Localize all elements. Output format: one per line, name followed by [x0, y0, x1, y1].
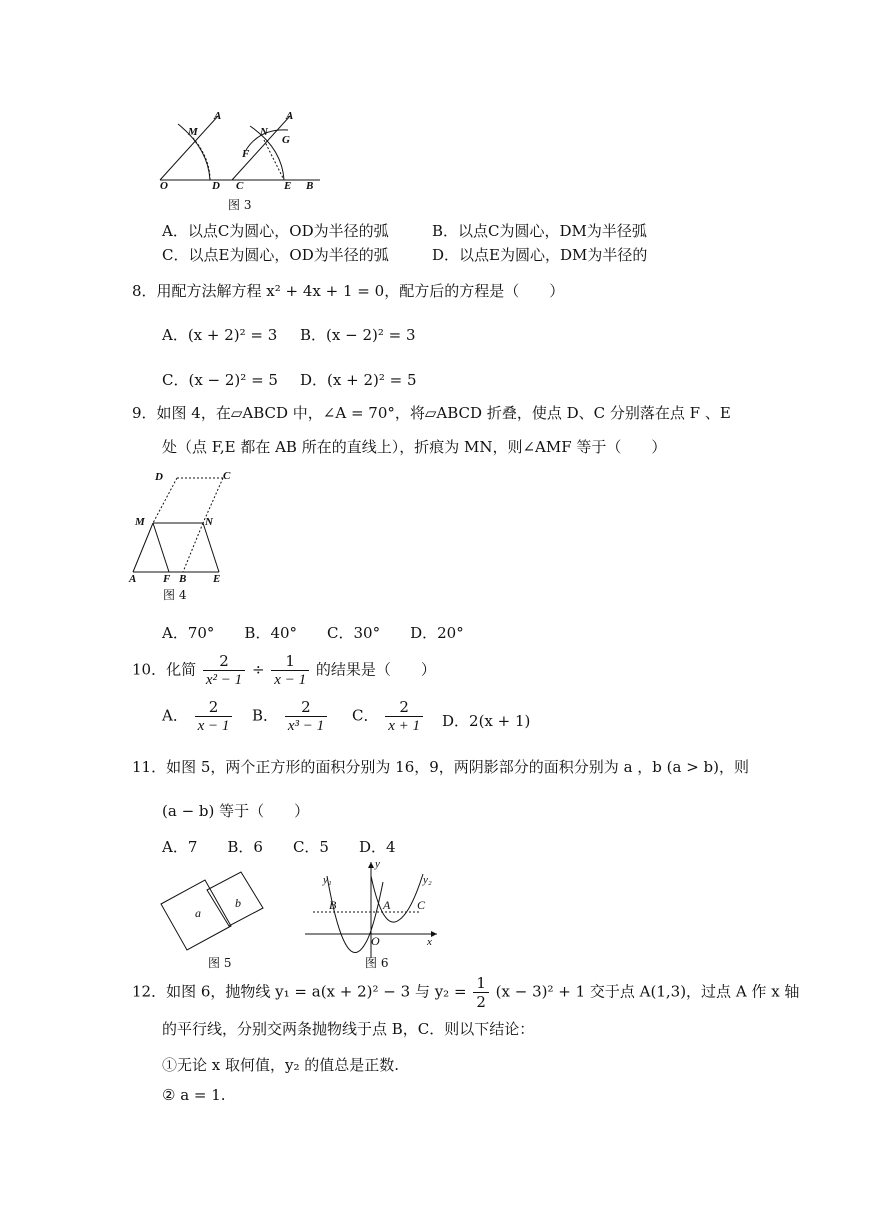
- fig6-label-y1: y₁: [323, 874, 332, 886]
- q10-fraction-1: [203, 652, 245, 689]
- q7-option-b: B．以点C为圆心，DM为半径弧: [432, 222, 647, 240]
- q10-opt-c-num: 2: [385, 698, 423, 717]
- fig3-label-c: C: [236, 180, 244, 192]
- q10-div: ÷: [251, 660, 265, 679]
- q10-option-a: [162, 698, 234, 735]
- fig4-label-n: N: [205, 516, 213, 528]
- fig3-label-a2: A: [286, 110, 294, 122]
- q12-stem-line2: 的平行线，分别交两条抛物线于点 B，C．则以下结论：: [162, 1020, 535, 1038]
- q10-opt-a-frac: [195, 698, 233, 735]
- q10-frac2-den: x − 1: [274, 672, 307, 688]
- q11-options: A．7 B．6 C．5 D．4: [162, 838, 396, 856]
- q8-option-a: A．(x + 2)² = 3: [162, 326, 278, 344]
- figure-5: [155, 868, 270, 970]
- fig4-label-d: D: [155, 471, 163, 483]
- q9-stem-line2: 处（点 F,E 都在 AB 所在的直线上），折痕为 MN，则∠AMF 等于（ ）: [162, 438, 667, 456]
- fig6-label-a: A: [383, 898, 391, 912]
- fig6-label-y: y: [375, 858, 380, 870]
- q10-opt-c-den: x + 1: [388, 718, 421, 734]
- fig3-label-f: F: [242, 148, 250, 160]
- q8-stem: 8．用配方法解方程 x² + 4x + 1 = 0，配方后的方程是（ ）: [132, 282, 565, 300]
- q10-opt-c-frac: [385, 698, 423, 735]
- fig4-label-f: F: [163, 573, 171, 585]
- fig6-label-b: B: [329, 898, 337, 912]
- fig5-label-a: a: [195, 906, 201, 920]
- figure-6: [305, 858, 445, 970]
- q9-options: A．70° B．40° C．30° D．20°: [162, 624, 464, 642]
- fig3-label-m: M: [188, 126, 198, 138]
- q10-option-b: [252, 698, 329, 735]
- q7-option-d: D．以点E为圆心，DM为半径的: [432, 246, 648, 264]
- q11-stem-line2: (a − b) 等于（ ）: [162, 802, 310, 820]
- q10-opt-b-den: x³ − 1: [287, 718, 325, 734]
- q12-conclusion-1: ①无论 x 取何值，y₂ 的值总是正数.: [162, 1056, 400, 1074]
- fig4-label-c: C: [223, 470, 231, 482]
- fig3-label-b: B: [306, 180, 314, 192]
- q7-option-a: A．以点C为圆心，OD为半径的弧: [162, 222, 389, 240]
- q10-opt-b-frac: [285, 698, 327, 735]
- q12-stem1-post: (x − 3)² + 1 交于点 A(1,3)，过点 A 作 x 轴: [495, 982, 800, 1001]
- fig6-label-x: x: [427, 936, 432, 948]
- fig4-label-e: E: [213, 573, 221, 585]
- fig3-label-e: E: [284, 180, 292, 192]
- q8-option-b: B．(x − 2)² = 3: [300, 326, 416, 344]
- fig3-label-d: D: [212, 180, 220, 192]
- fig4-label-b: B: [179, 573, 187, 585]
- q9-stem-line1: 9．如图 4，在▱ABCD 中，∠A = 70°，将▱ABCD 折叠，使点 D、C 分别落在点 F 、E: [132, 404, 731, 422]
- figure-3: [150, 108, 340, 213]
- fig6-label-o: O: [371, 934, 380, 948]
- fig3-label-g: G: [282, 134, 290, 146]
- q11-stem-line1: 11．如图 5，两个正方形的面积分别为 16，9，两阴影部分的面积分别为 a ，b (a > b)，则: [132, 758, 750, 776]
- q8-option-c: C．(x − 2)² = 5: [162, 371, 278, 389]
- fig3-label-n: N: [260, 126, 268, 138]
- q12-stem-line1: [132, 974, 799, 1011]
- q10-frac2-num: 1: [271, 652, 309, 671]
- q10-fraction-2: [271, 652, 309, 689]
- q10-stem: [132, 652, 436, 689]
- q12-stem1-pre: 12．如图 6，抛物线 y₁ = a(x + 2)² − 3 与 y₂ =: [132, 982, 467, 1001]
- fig4-label-a: A: [129, 573, 137, 585]
- fig4-caption: 图 4: [163, 588, 187, 602]
- q12-fraction: [473, 974, 489, 1011]
- fig5-caption: 图 5: [208, 956, 232, 970]
- fig6-label-c: C: [417, 898, 426, 912]
- q10-opt-a-num: 2: [195, 698, 233, 717]
- q7-option-c: C．以点E为圆心，OD为半径的弧: [162, 246, 389, 264]
- q10-opt-c-label: C．: [352, 706, 379, 725]
- figure-4: [125, 468, 240, 604]
- q12-conclusion-2: ② a = 1.: [162, 1086, 226, 1104]
- fig3-label-o: O: [160, 180, 168, 192]
- fig6-label-y2: y₂: [423, 874, 432, 886]
- fig5-label-b: b: [235, 896, 241, 910]
- q8-option-d: D．(x + 2)² = 5: [300, 371, 417, 389]
- q10-suffix: 的结果是（ ）: [315, 660, 436, 679]
- q10-frac1-den: x² − 1: [205, 672, 243, 688]
- q12-frac-num: 1: [473, 974, 489, 993]
- q12-frac-den: 2: [476, 993, 486, 1011]
- q10-frac1-num: 2: [203, 652, 245, 671]
- fig4-label-m: M: [135, 516, 145, 528]
- q10-opt-a-label: A．: [162, 706, 188, 725]
- q10-opt-b-num: 2: [285, 698, 327, 717]
- q10-prefix: 10．化简: [132, 660, 197, 679]
- q10-opt-b-label: B．: [252, 706, 279, 725]
- q10-opt-a-den: x − 1: [197, 718, 230, 734]
- fig6-caption: 图 6: [365, 956, 389, 970]
- fig3-caption: 图 3: [228, 198, 252, 212]
- q10-option-c: [352, 698, 425, 735]
- q10-option-d: D．2(x + 1): [442, 712, 531, 730]
- fig3-label-a1: A: [214, 110, 222, 122]
